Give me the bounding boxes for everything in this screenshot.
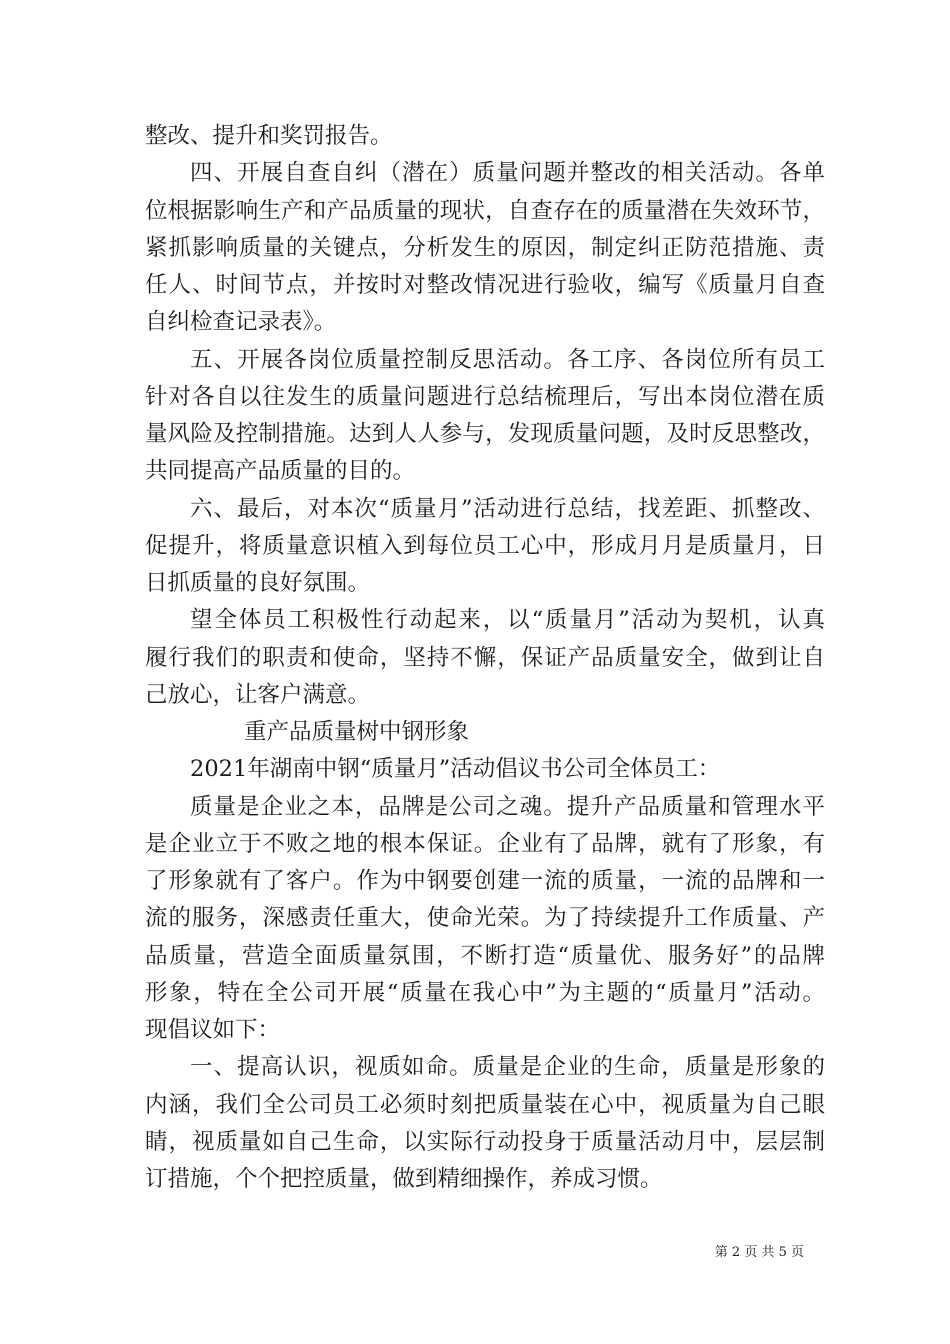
text-line: 履行我们的职责和使命，坚持不懈，保证产品质量安全，做到让自: [145, 645, 825, 671]
text-line: 一、提高认识，视质如命。质量是企业的生命，质量是形象的: [190, 1054, 825, 1080]
text-line: 望全体员工积极性行动起来，以“质量月”活动为契机，认真: [190, 607, 825, 633]
text-line: 日抓质量的良好氛围。: [145, 570, 371, 596]
text-line: 睛，视质量如自己生命，以实际行动投身于质量活动月中，层层制: [145, 1129, 825, 1155]
text-line: 量风险及控制措施。达到人人参与，发现质量问题，及时反思整改，: [145, 421, 825, 447]
text-line: 位根据影响生产和产品质量的现状，自查存在的质量潜在失效环节，: [145, 198, 825, 224]
text-line: 五、开展各岗位质量控制反思活动。各工序、各岗位所有员工: [190, 347, 825, 373]
text-line: 己放心，让客户满意。: [145, 682, 371, 708]
text-line: 六、最后，对本次“质量月”活动进行总结，找差距、抓整改、: [190, 496, 825, 522]
letter-heading: 2021年湖南中钢“质量月”活动倡议书公司全体员工：: [190, 756, 721, 782]
text-line: 紧抓影响质量的关键点，分析发生的原因，制定纠正防范措施、责: [145, 235, 825, 261]
text-line: 自纠检查记录表》。: [145, 309, 337, 335]
text-line: 四、开展自查自纠（潜在）质量问题并整改的相关活动。各单: [190, 160, 825, 186]
page-number: 第 2 页 共 5 页: [714, 1245, 804, 1260]
text-line: 现倡议如下：: [145, 1017, 281, 1043]
text-line: 共同提高产品质量的目的。: [145, 458, 416, 484]
section-title: 重产品质量树中钢形象: [244, 719, 470, 745]
text-line: 订措施，个个把控质量，做到精细操作，养成习惯。: [145, 1166, 663, 1192]
text-line: 流的服务，深感责任重大，使命光荣。为了持续提升工作质量、产: [145, 905, 825, 931]
text-line: 促提升，将质量意识植入到每位员工心中，形成月月是质量月，日: [145, 533, 825, 559]
text-line: 整改、提升和奖罚报告。: [145, 123, 393, 149]
text-line: 任人、时间节点，并按时对整改情况进行验收，编写《质量月自查: [145, 272, 825, 298]
text-line: 形象，特在全公司开展“质量在我心中”为主题的“质量月”活动。: [145, 980, 825, 1006]
text-line: 品质量，营造全面质量氛围，不断打造“质量优、服务好”的品牌: [145, 943, 825, 969]
text-line: 质量是企业之本，品牌是公司之魂。提升产品质量和管理水平: [190, 794, 825, 820]
text-line: 内涵，我们全公司员工必须时刻把质量装在心中，视质量为自己眼: [145, 1092, 825, 1118]
text-line: 了形象就有了客户。作为中钢要创建一流的质量，一流的品牌和一: [145, 868, 825, 894]
text-line: 针对各自以往发生的质量问题进行总结梳理后，写出本岗位潜在质: [145, 384, 825, 410]
text-line: 是企业立于不败之地的根本保证。企业有了品牌，就有了形象，有: [145, 831, 825, 857]
